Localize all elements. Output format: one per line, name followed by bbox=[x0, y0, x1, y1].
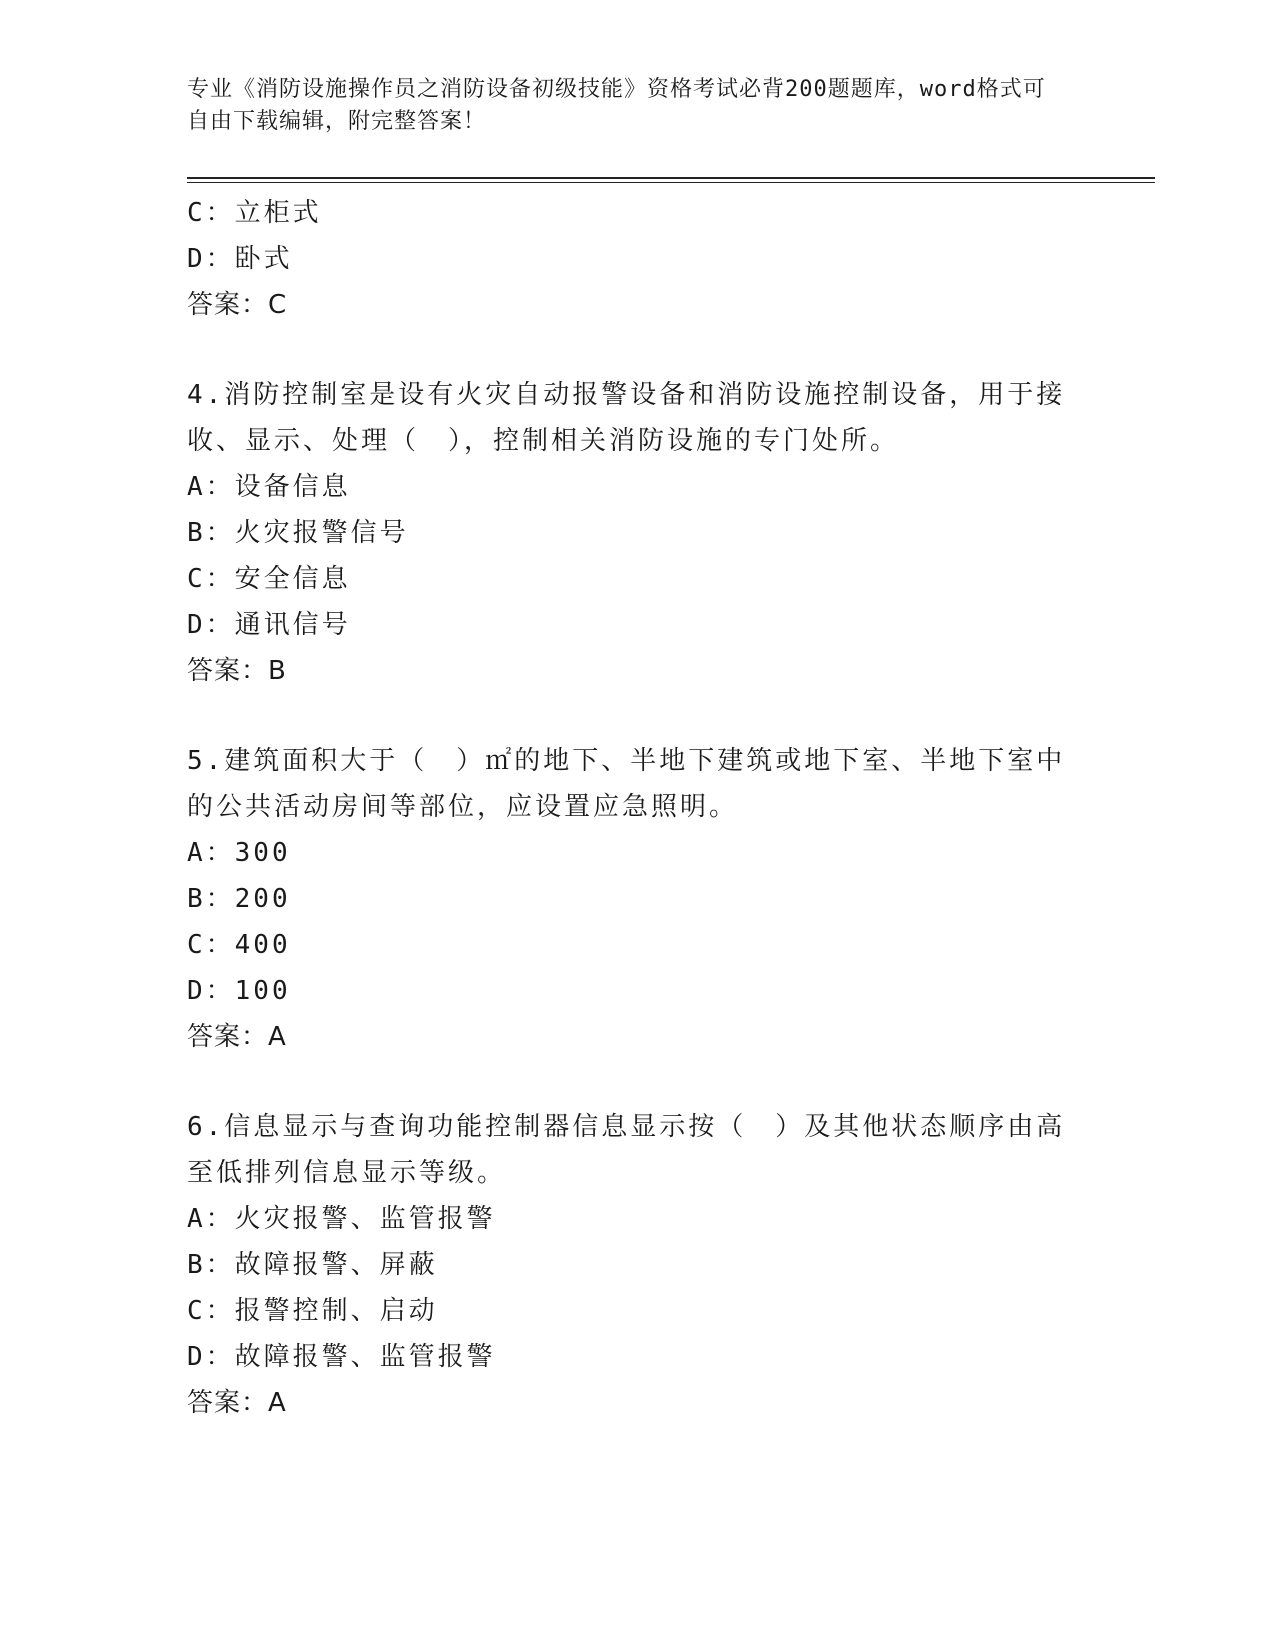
option-c: C：报警控制、启动 bbox=[187, 1296, 438, 1326]
header-divider-thick bbox=[187, 177, 1155, 179]
question-list bbox=[187, 190, 1067, 1426]
question-stem-line-2: 的公共活动房间等部位，应设置应急照明。 bbox=[187, 792, 739, 822]
option-a: A：火灾报警、监管报警 bbox=[187, 1204, 496, 1234]
question-stem-line-1: 4.消防控制室是设有火灾自动报警设备和消防设施控制设备，用于接 bbox=[187, 380, 1066, 410]
answer-line: 答案：C bbox=[187, 290, 288, 320]
question-stem-line-2: 至低排列信息显示等级。 bbox=[187, 1158, 507, 1188]
header-divider-thin bbox=[187, 182, 1155, 183]
option-b: B：故障报警、屏蔽 bbox=[187, 1250, 438, 1280]
option-b: B：200 bbox=[187, 884, 291, 914]
option-d: D：通讯信号 bbox=[187, 610, 351, 640]
question-stem-line-2: 收、显示、处理（ ），控制相关消防设施的专门处所。 bbox=[187, 426, 900, 456]
question-5 bbox=[187, 738, 1067, 1060]
option-d: D：故障报警、监管报警 bbox=[187, 1342, 496, 1372]
option-a: A：300 bbox=[187, 838, 291, 868]
question-6 bbox=[187, 1104, 1067, 1426]
answer-line: 答案：A bbox=[187, 1388, 287, 1418]
question-4 bbox=[187, 372, 1067, 694]
option-c: C：400 bbox=[187, 930, 291, 960]
document-header: 专业《消防设施操作员之消防设备初级技能》资格考试必背200题题库，word格式可自由下载编辑，附完整答案！ bbox=[187, 77, 1046, 134]
option-a: A：设备信息 bbox=[187, 472, 351, 502]
option-d: D：卧式 bbox=[187, 244, 293, 274]
question-stem-line-1: 6.信息显示与查询功能控制器信息显示按（ ）及其他状态顺序由高 bbox=[187, 1112, 1066, 1142]
option-c: C：立柜式 bbox=[187, 198, 322, 228]
option-c: C：安全信息 bbox=[187, 564, 351, 594]
answer-line: 答案：B bbox=[187, 656, 287, 686]
answer-line: 答案：A bbox=[187, 1022, 287, 1052]
question-3-continuation bbox=[187, 190, 1067, 328]
question-stem-line-1: 5.建筑面积大于（ ）㎡的地下、半地下建筑或地下室、半地下室中 bbox=[187, 746, 1066, 776]
option-b: B：火灾报警信号 bbox=[187, 518, 409, 548]
option-d: D：100 bbox=[187, 976, 291, 1006]
